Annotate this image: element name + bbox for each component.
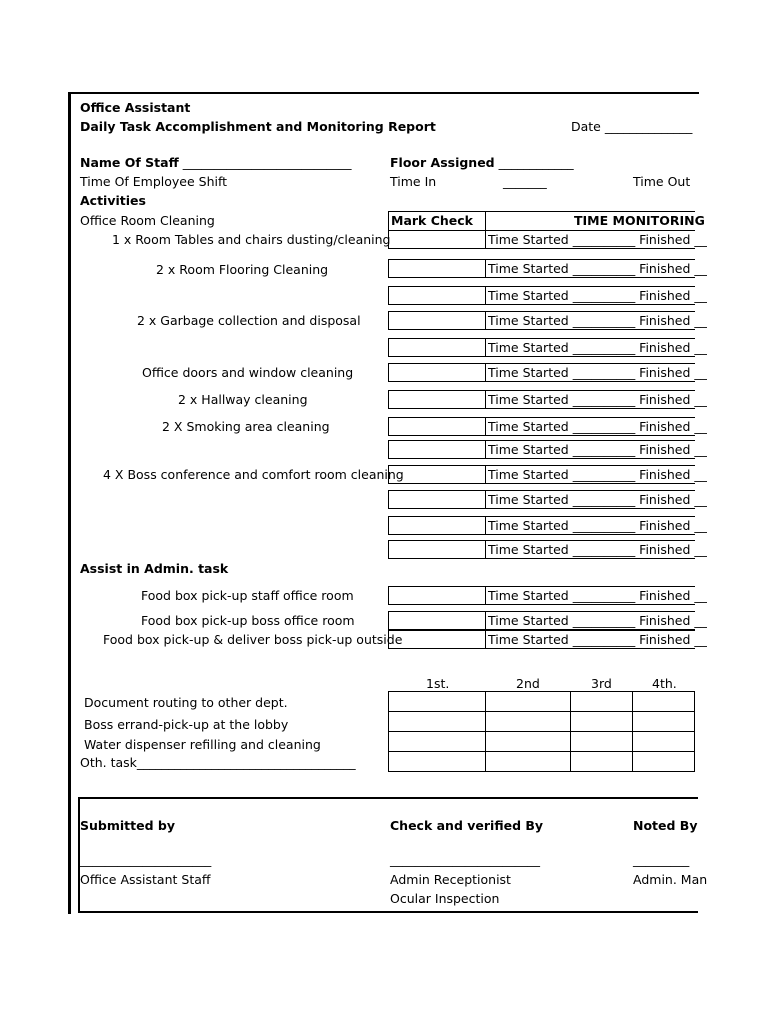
form-subtitle: Daily Task Accomplishment and Monitoring Report xyxy=(80,119,436,134)
monitoring-row xyxy=(388,465,707,484)
submitted-signature-line[interactable]: _____________________ xyxy=(80,852,212,867)
monitoring-row xyxy=(388,417,707,436)
grid-row xyxy=(389,732,695,752)
time-cell[interactable]: Time Started __________ Finished __ xyxy=(485,286,695,305)
mark-check-cell[interactable] xyxy=(388,611,486,630)
monitoring-row xyxy=(388,311,707,330)
checked-role: Admin Receptionist xyxy=(390,872,511,887)
grid-row xyxy=(389,752,695,772)
mark-check-cell[interactable] xyxy=(388,286,486,305)
date-field[interactable]: Date ______________ xyxy=(571,119,693,134)
noted-by-label: Noted By xyxy=(633,818,698,833)
checked-by-label: Check and verified By xyxy=(390,818,544,833)
time-cell[interactable]: Time Started __________ Finished __ xyxy=(485,440,695,459)
submitted-by-label: Submitted by xyxy=(80,818,175,833)
mark-check-cell[interactable] xyxy=(388,440,486,459)
admin-heading: Assist in Admin. task xyxy=(80,561,229,576)
grid-cell[interactable] xyxy=(633,732,695,752)
mark-check-cell[interactable] xyxy=(388,338,486,357)
staff-name-line[interactable]: ___________________________ xyxy=(182,155,352,170)
floor-label: Floor Assigned xyxy=(390,155,495,170)
checked-note: Ocular Inspection xyxy=(390,891,500,906)
floor-line[interactable]: ____________ xyxy=(498,155,574,170)
task-label: 2 X Smoking area cleaning xyxy=(162,419,330,434)
grid-cell[interactable] xyxy=(486,712,571,732)
grid-cell[interactable] xyxy=(486,692,571,712)
time-in-line[interactable]: _______ xyxy=(503,174,547,189)
grid-row xyxy=(389,692,695,712)
monitoring-row xyxy=(388,363,707,382)
time-cell[interactable]: Time Started __________ Finished __ xyxy=(485,586,695,605)
time-cell[interactable]: Time Started __________ Finished __ xyxy=(485,516,695,535)
mark-check-header: Mark Check xyxy=(388,211,486,231)
monitoring-row xyxy=(388,338,707,357)
monitoring-row xyxy=(388,230,707,249)
mark-check-cell[interactable] xyxy=(388,390,486,409)
task-label: 2 x Garbage collection and disposal xyxy=(137,313,361,328)
time-cell[interactable]: Time Started __________ Finished __ xyxy=(485,311,695,330)
routing-task-label: Water dispenser refilling and cleaning xyxy=(84,737,321,752)
mark-check-cell[interactable] xyxy=(388,417,486,436)
monitoring-row xyxy=(388,611,707,630)
grid-cell[interactable] xyxy=(389,732,486,752)
mark-check-cell[interactable] xyxy=(388,516,486,535)
time-cell[interactable]: Time Started __________ Finished __ xyxy=(485,390,695,409)
grid-cell[interactable] xyxy=(633,692,695,712)
mark-check-cell[interactable] xyxy=(388,540,486,559)
time-cell[interactable]: Time Started __________ Finished __ xyxy=(485,630,695,649)
task-label: 2 x Room Flooring Cleaning xyxy=(156,262,329,277)
task-label: 2 x Hallway cleaning xyxy=(178,392,308,407)
monitoring-row xyxy=(388,440,707,459)
routing-task-label: Boss errand-pick-up at the lobby xyxy=(84,717,289,732)
floor-row[interactable] xyxy=(390,155,574,170)
other-task-field[interactable]: Oth. task___________________________________ xyxy=(80,755,356,770)
grid-cell[interactable] xyxy=(571,752,633,772)
mark-check-cell[interactable] xyxy=(388,586,486,605)
time-cell[interactable]: Time Started __________ Finished __ xyxy=(485,540,695,559)
submitted-role: Office Assistant Staff xyxy=(80,872,211,887)
time-cell[interactable]: Time Started __________ Finished __ xyxy=(485,338,695,357)
activities-heading: Activities xyxy=(80,193,146,208)
staff-name-row[interactable] xyxy=(80,155,351,170)
time-cell[interactable]: Time Started __________ Finished __ xyxy=(485,259,695,278)
mark-check-cell[interactable] xyxy=(388,311,486,330)
task-label: Office doors and window cleaning xyxy=(142,365,354,380)
admin-task-label: Food box pick-up & deliver boss pick-up outside xyxy=(103,632,403,647)
column-header-4th: 4th. xyxy=(652,676,677,691)
form-title: Office Assistant xyxy=(80,100,191,115)
grid-cell[interactable] xyxy=(389,712,486,732)
grid-cell[interactable] xyxy=(571,732,633,752)
monitoring-row xyxy=(388,586,707,605)
monitoring-row xyxy=(388,390,707,409)
time-cell[interactable]: Time Started __________ Finished __ xyxy=(485,465,695,484)
column-header-3rd: 3rd xyxy=(591,676,612,691)
mark-check-cell[interactable] xyxy=(388,490,486,509)
grid-cell[interactable] xyxy=(633,712,695,732)
admin-task-label: Food box pick-up boss office room xyxy=(141,613,355,628)
time-out-label: Time Out xyxy=(633,174,691,189)
task-label: 4 X Boss conference and comfort room cleaning xyxy=(103,467,404,482)
grid-cell[interactable] xyxy=(389,752,486,772)
grid-cell[interactable] xyxy=(486,752,571,772)
routing-task-label: Document routing to other dept. xyxy=(84,695,288,710)
time-cell[interactable]: Time Started __________ Finished __ xyxy=(485,363,695,382)
grid-row xyxy=(389,712,695,732)
grid-cell[interactable] xyxy=(571,712,633,732)
shift-label: Time Of Employee Shift xyxy=(80,174,228,189)
time-in-label: Time In xyxy=(390,174,437,189)
mark-check-cell[interactable] xyxy=(388,465,486,484)
time-monitoring-header: TIME MONITORING xyxy=(485,211,695,231)
grid-cell[interactable] xyxy=(486,732,571,752)
mark-check-cell[interactable] xyxy=(388,363,486,382)
mark-check-cell[interactable] xyxy=(388,259,486,278)
mark-check-cell[interactable] xyxy=(388,630,486,649)
grid-cell[interactable] xyxy=(389,692,486,712)
time-cell[interactable]: Time Started __________ Finished __ xyxy=(485,490,695,509)
grid-cell[interactable] xyxy=(571,692,633,712)
staff-name-label: Name Of Staff xyxy=(80,155,179,170)
monitoring-row xyxy=(388,286,707,305)
time-cell[interactable]: Time Started __________ Finished __ xyxy=(485,230,695,249)
checked-signature-line[interactable]: ________________________ xyxy=(390,852,540,867)
monitoring-row xyxy=(388,540,707,559)
office-room-cleaning-label: Office Room Cleaning xyxy=(80,213,215,228)
monitoring-row xyxy=(388,630,707,649)
routing-grid xyxy=(388,691,695,772)
mark-check-cell[interactable] xyxy=(388,230,486,249)
column-header-1st: 1st. xyxy=(426,676,450,691)
monitoring-row xyxy=(388,516,707,535)
column-header-2nd: 2nd xyxy=(516,676,540,691)
noted-signature-line[interactable]: _________ xyxy=(633,852,690,867)
monitoring-row xyxy=(388,259,707,278)
noted-role: Admin. Man xyxy=(633,872,708,887)
admin-task-label: Food box pick-up staff office room xyxy=(141,588,354,603)
task-label: 1 x Room Tables and chairs dusting/cleaning xyxy=(112,232,391,247)
monitoring-row xyxy=(388,490,707,509)
grid-cell[interactable] xyxy=(633,752,695,772)
time-cell[interactable]: Time Started __________ Finished __ xyxy=(485,611,695,630)
time-cell[interactable]: Time Started __________ Finished __ xyxy=(485,417,695,436)
